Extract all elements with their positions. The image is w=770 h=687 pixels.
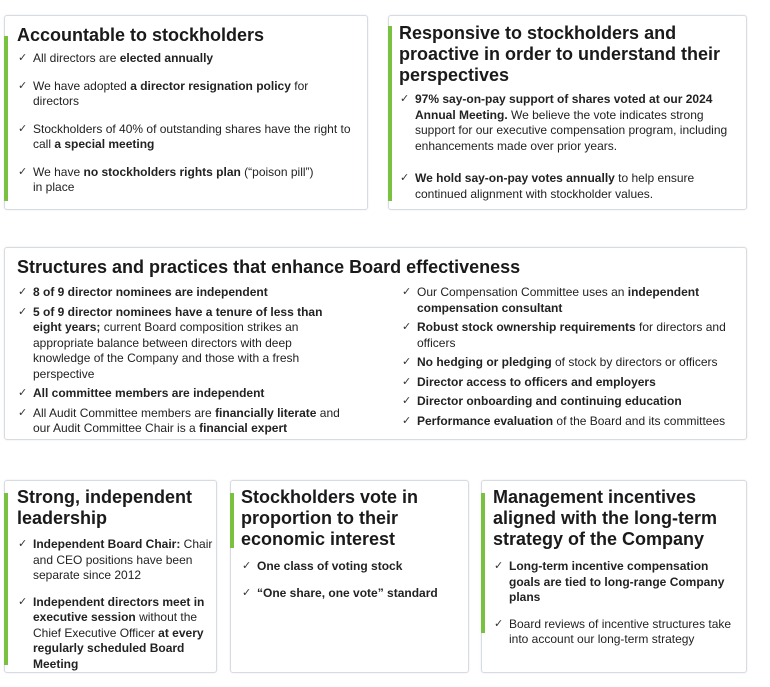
item-text: All Audit Committee members are (33, 405, 216, 420)
card-responsive (388, 15, 747, 210)
emphasis-text: financially literate (215, 405, 317, 420)
check-icon: ✓ (18, 305, 28, 318)
check-icon: ✓ (18, 79, 28, 92)
item-text: Board reviews of incentive structures take into account our long-term strategy (509, 616, 732, 646)
check-icon: ✓ (402, 414, 412, 427)
emphasis-text: independent compensation consultant (417, 285, 700, 315)
card-title: Stockholders vote in proportion to their economic interest (241, 487, 419, 549)
card-leadership (4, 480, 217, 673)
list-item (17, 285, 352, 301)
list-item (241, 559, 463, 575)
card-board-effectiveness (4, 247, 747, 440)
emphasis-text: One class of voting stock (257, 559, 403, 573)
check-icon: ✓ (400, 93, 410, 105)
check-icon: ✓ (494, 617, 504, 630)
item-text: current Board composition strikes an appropriate balance between directors with deep knowledge of the Company and those with a fresh perspective (33, 320, 300, 381)
list-item (17, 165, 357, 196)
card-list (399, 92, 737, 202)
check-icon: ✓ (494, 560, 504, 572)
emphasis-text: Independent directors meet in executive session (33, 594, 205, 624)
item-text: We have adopted (33, 78, 131, 93)
card-management-incentives (481, 480, 747, 673)
list-item (17, 51, 357, 67)
item-text: All directors are (33, 51, 120, 65)
list-item (399, 171, 737, 202)
item-text: Our Compensation Committee uses an (417, 285, 628, 299)
list-item (17, 79, 357, 110)
card-list (493, 559, 741, 648)
check-icon: ✓ (242, 586, 252, 599)
list-item (401, 375, 741, 391)
check-icon: ✓ (18, 538, 28, 550)
check-icon: ✓ (402, 321, 412, 333)
list-item (17, 122, 357, 153)
card-title: Strong, independent leadership (17, 487, 192, 528)
emphasis-text: 5 of 9 director nominees have a tenure of less than eight years; (33, 304, 323, 334)
card-list-left (17, 285, 352, 437)
emphasis-text: a director resignation policy (130, 78, 291, 93)
emphasis-text: no stockholders rights plan (83, 164, 241, 179)
emphasis-text: No hedging or pledging (417, 355, 552, 369)
emphasis-text: 8 of 9 director nominees are independent (33, 285, 268, 299)
item-text: Stockholders of 40% of outstanding shares have the right to call (33, 121, 351, 151)
list-item (241, 586, 463, 602)
list-item (401, 355, 741, 371)
item-text: We have (33, 164, 84, 179)
list-item (17, 537, 213, 584)
emphasis-text: Performance evaluation (417, 413, 554, 428)
item-text: of stock by directors or officers (551, 355, 718, 369)
check-icon: ✓ (402, 286, 412, 298)
check-icon: ✓ (18, 52, 28, 64)
card-title: Accountable to stockholders (17, 25, 265, 45)
card-title: Structures and practices that enhance Board effectiveness (17, 257, 521, 277)
emphasis-text: Director access to officers and employers (417, 374, 656, 389)
check-icon: ✓ (18, 165, 28, 178)
check-icon: ✓ (402, 356, 412, 368)
emphasis-text: financial expert (199, 421, 288, 435)
item-text: for directors (33, 78, 309, 108)
check-icon: ✓ (18, 406, 28, 419)
item-text: Chair and CEO positions have been separate since 2012 (33, 537, 213, 582)
check-icon: ✓ (402, 375, 412, 388)
card-title: Responsive to stockholders and proactive in order to understand their perspectives (399, 23, 721, 85)
list-item (401, 320, 741, 351)
card-list (17, 537, 213, 672)
emphasis-text: elected annually (119, 51, 214, 65)
emphasis-text: All committee members are independent (33, 386, 265, 400)
item-text: and our Audit Committee Chair is a (33, 405, 340, 435)
emphasis-text: 97% say-on-pay support of shares voted at our 2024 Annual Meeting. (415, 92, 713, 122)
item-text: (“poison pill”) in place (33, 164, 314, 194)
item-text: to help ensure continued alignment with stockholder values. (415, 171, 695, 201)
list-item (401, 285, 741, 316)
card-vote-proportion (230, 480, 469, 673)
item-text: We believe the vote indicates strong support for our executive compensation program, including enhancements made over prior years. (415, 107, 728, 153)
check-icon: ✓ (18, 387, 28, 399)
emphasis-text: at every regularly scheduled Board Meeting (33, 625, 204, 671)
card-list (17, 51, 357, 196)
card-accountable (4, 15, 368, 210)
check-icon: ✓ (18, 286, 28, 298)
emphasis-text: Long-term incentive compensation goals are tied to long-range Company plans (509, 559, 725, 604)
check-icon: ✓ (18, 595, 28, 608)
item-text: for directors and officers (417, 320, 726, 350)
list-item (17, 406, 352, 437)
emphasis-text: Robust stock ownership requirements (417, 320, 636, 334)
list-item (493, 617, 741, 648)
item-text: of the Board and its committees (553, 413, 726, 428)
emphasis-text: a special meeting (54, 137, 155, 151)
list-item (401, 414, 741, 430)
list-item (399, 92, 737, 154)
emphasis-text: Director onboarding and continuing education (417, 394, 682, 408)
list-item (17, 305, 352, 383)
emphasis-text: We hold say-on-pay votes annually (415, 171, 615, 185)
list-item (17, 595, 213, 673)
item-text: without the Chief Executive Officer (33, 610, 198, 640)
check-icon: ✓ (402, 395, 412, 407)
emphasis-text: “One share, one vote” standard (257, 585, 438, 600)
list-item (401, 394, 741, 410)
list-item (17, 386, 352, 402)
check-icon: ✓ (18, 122, 28, 135)
check-icon: ✓ (400, 172, 410, 184)
emphasis-text: Independent Board Chair: (33, 537, 181, 551)
check-icon: ✓ (242, 560, 252, 572)
card-list-right (401, 285, 741, 429)
card-list (241, 559, 463, 601)
card-title: Management incentives aligned with the long-term strategy of the Company (493, 487, 717, 549)
list-item (493, 559, 741, 606)
